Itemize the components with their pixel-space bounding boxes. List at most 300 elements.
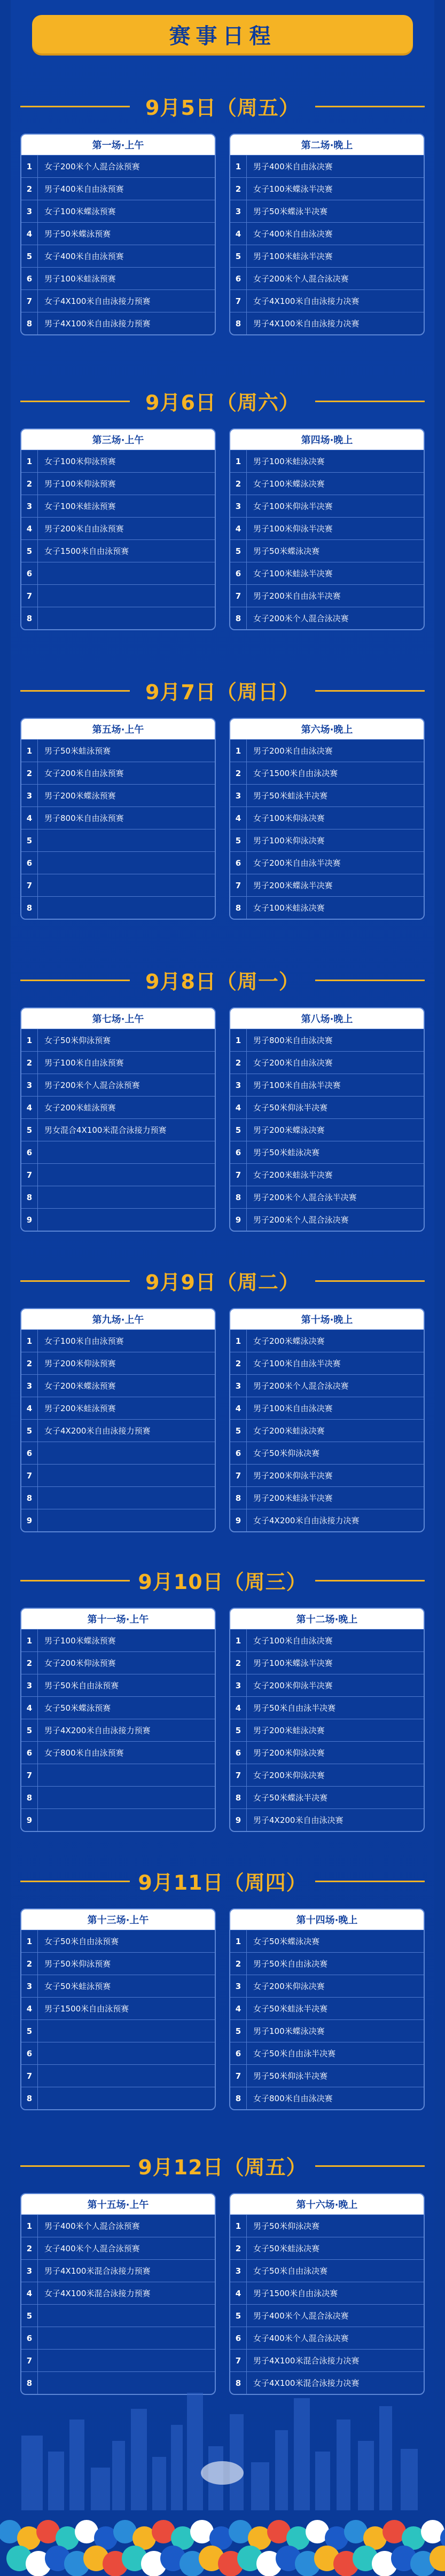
event-name: 男子200米蛙泳半决赛 [253, 1493, 333, 1503]
event-number: 3 [21, 2260, 38, 2282]
skyline-building [401, 2449, 418, 2510]
event-row [21, 807, 215, 829]
event-number: 1 [230, 740, 247, 762]
event-name: 女子50米仰泳半决赛 [253, 1103, 328, 1113]
event-row [21, 607, 215, 629]
event-name: 女子50米自由泳决赛 [253, 2266, 328, 2276]
event-number: 2 [230, 1352, 247, 1374]
evening-session-card [229, 428, 425, 630]
event-row [21, 267, 215, 289]
event-row [230, 1696, 424, 1719]
event-name: 男子200米自由泳决赛 [253, 746, 333, 756]
event-name: 女子4X200米自由泳接力预赛 [44, 1426, 151, 1436]
session-cards [20, 1308, 425, 1532]
footer-skyline-decoration [0, 2339, 445, 2576]
event-name: 女子100米自由泳预赛 [44, 1336, 124, 1346]
event-row [21, 851, 215, 874]
event-name: 男子200米仰泳决赛 [253, 1748, 325, 1758]
event-number: 7 [230, 290, 247, 312]
event-row [230, 1764, 424, 1786]
event-name: 男子1500米自由泳决赛 [253, 2289, 338, 2298]
event-number: 8 [230, 312, 247, 334]
event-row [21, 874, 215, 896]
event-row [21, 155, 215, 177]
event-row [21, 1208, 215, 1231]
evening-session-card [229, 1908, 425, 2110]
event-number: 5 [21, 2020, 38, 2042]
event-number: 7 [21, 1164, 38, 1186]
event-row [21, 1719, 215, 1741]
event-name: 女子50米自由泳半决赛 [253, 2049, 336, 2058]
event-row [230, 896, 424, 919]
event-number: 6 [230, 2042, 247, 2064]
event-row [21, 1051, 215, 1074]
event-row [21, 2214, 215, 2237]
day-header [20, 1559, 425, 1601]
event-row [230, 1397, 424, 1419]
event-number: 2 [21, 1953, 38, 1975]
event-number: 8 [230, 897, 247, 919]
event-row [230, 1509, 424, 1531]
event-number: 4 [21, 223, 38, 245]
day-header [20, 958, 425, 1001]
day-title: 9月11日（周四） [138, 1870, 307, 1894]
event-number: 1 [21, 1029, 38, 1051]
event-row [230, 1419, 424, 1442]
event-row [230, 2042, 424, 2064]
event-name: 男子200米仰泳半决赛 [253, 1471, 333, 1481]
event-number: 8 [21, 312, 38, 334]
event-row [21, 2282, 215, 2304]
event-number: 6 [21, 1742, 38, 1764]
event-number: 8 [230, 1186, 247, 1208]
event-name: 男子200米个人混合泳决赛 [253, 1215, 349, 1225]
event-name: 男子200米仰泳预赛 [44, 1359, 116, 1368]
event-name: 男子50米仰泳半决赛 [253, 2071, 328, 2081]
session-title: 第三场·上午 [21, 429, 215, 450]
event-number: 3 [21, 785, 38, 807]
event-row [230, 584, 424, 607]
skyline-building [152, 2457, 166, 2510]
event-row [230, 2019, 424, 2042]
skyline-building [131, 2409, 147, 2510]
event-row [21, 1464, 215, 1486]
day-section [20, 84, 425, 335]
event-name: 女子200米仰泳预赛 [44, 1658, 116, 1668]
event-row [21, 584, 215, 607]
event-row [230, 1651, 424, 1674]
event-number: 6 [21, 1442, 38, 1464]
event-name: 女子50米蝶泳决赛 [253, 1937, 320, 1946]
session-title: 第十二场·晚上 [230, 1609, 424, 1629]
event-name: 男子200米蝶泳预赛 [44, 791, 116, 801]
event-row [230, 2064, 424, 2087]
event-name: 女子200米蝶泳预赛 [44, 1381, 116, 1391]
event-number: 3 [21, 495, 38, 517]
event-number: 6 [21, 1141, 38, 1163]
event-number: 7 [21, 2065, 38, 2087]
event-name: 女子50米蝶泳预赛 [44, 1703, 111, 1713]
event-row [21, 1696, 215, 1719]
event-name: 男子200米自由泳半决赛 [253, 591, 341, 601]
day-section [20, 1259, 425, 1532]
event-row [230, 1719, 424, 1741]
event-number: 1 [230, 1630, 247, 1651]
event-name: 女子100米蝶泳预赛 [44, 207, 116, 216]
event-number: 7 [230, 1764, 247, 1786]
event-number: 7 [21, 874, 38, 896]
event-row [21, 1808, 215, 1831]
event-name: 男子200米蛙泳预赛 [44, 1404, 116, 1413]
event-number: 1 [21, 1630, 38, 1651]
event-number: 5 [230, 1420, 247, 1442]
event-number: 5 [230, 2305, 247, 2327]
event-name: 男子400米个人混合泳预赛 [44, 2221, 140, 2231]
event-number: 6 [21, 852, 38, 874]
day-section [20, 669, 425, 920]
event-row [230, 245, 424, 267]
event-number: 1 [21, 1330, 38, 1352]
event-number: 4 [21, 518, 38, 539]
event-name: 男子100米蛙泳决赛 [253, 457, 325, 466]
day-title: 9月7日（周日） [145, 680, 300, 704]
event-number: 7 [21, 290, 38, 312]
event-row [230, 2259, 424, 2282]
day-header [20, 2144, 425, 2187]
event-number: 2 [230, 2237, 247, 2259]
event-number: 5 [21, 245, 38, 267]
event-number: 3 [21, 200, 38, 222]
day-title: 9月9日（周二） [145, 1270, 300, 1294]
event-name: 女子4X100米自由泳接力预赛 [44, 296, 151, 306]
event-number: 2 [230, 1953, 247, 1975]
session-cards [20, 1608, 425, 1832]
event-name: 女子800米自由泳预赛 [44, 1748, 124, 1758]
morning-session-card [20, 1608, 216, 1832]
event-number: 4 [21, 1697, 38, 1719]
event-row [230, 807, 424, 829]
event-name: 女子400米自由泳预赛 [44, 252, 124, 261]
event-number: 5 [21, 1420, 38, 1442]
event-number: 6 [21, 2042, 38, 2064]
event-row [230, 222, 424, 245]
evening-session-card [229, 1007, 425, 1232]
session-title: 第十六场·晚上 [230, 2194, 424, 2214]
event-row [230, 1786, 424, 1808]
event-name: 女子200米个人混合泳决赛 [253, 274, 349, 284]
event-number: 5 [21, 1719, 38, 1741]
event-number: 2 [230, 178, 247, 200]
event-row [230, 1975, 424, 1997]
event-name: 男子200米蛙泳决赛 [253, 1726, 325, 1735]
evening-session-card [229, 1308, 425, 1532]
event-number: 5 [230, 1719, 247, 1741]
skyline-building [187, 2393, 203, 2510]
event-name: 男子200米蝶泳决赛 [253, 1125, 325, 1135]
event-row [21, 1074, 215, 1096]
event-number: 2 [21, 1052, 38, 1074]
event-number: 4 [21, 1097, 38, 1118]
event-name: 男子200米自由泳预赛 [44, 524, 124, 534]
event-number: 7 [230, 1465, 247, 1486]
event-row [230, 2214, 424, 2237]
event-name: 男子1500米自由泳预赛 [44, 2004, 129, 2014]
event-name: 男子50米蝶泳预赛 [44, 229, 111, 239]
event-number: 7 [21, 1764, 38, 1786]
event-row [21, 1397, 215, 1419]
event-number: 2 [21, 473, 38, 495]
event-number: 4 [230, 1998, 247, 2019]
event-row [230, 177, 424, 200]
event-row [21, 517, 215, 539]
event-name: 女子100米仰泳预赛 [44, 457, 116, 466]
event-row [21, 1186, 215, 1208]
session-cards [20, 1908, 425, 2110]
event-name: 男子100米自由泳决赛 [253, 1404, 333, 1413]
event-name: 女子200米自由泳预赛 [44, 769, 124, 778]
event-row [230, 739, 424, 762]
event-name: 女子100米自由泳半决赛 [253, 1359, 341, 1368]
day-section [20, 1859, 425, 2110]
event-name: 男子100米自由泳预赛 [44, 1058, 124, 1068]
event-row [230, 450, 424, 472]
day-title: 9月10日（周三） [138, 1570, 307, 1594]
skyline-building [91, 2468, 110, 2510]
event-row [230, 607, 424, 629]
event-row [230, 2237, 424, 2259]
day-title: 9月6日（周六） [145, 390, 300, 414]
event-row [21, 1629, 215, 1651]
event-number: 3 [21, 1375, 38, 1397]
event-number: 2 [21, 1652, 38, 1674]
event-name: 女子200米蛙泳决赛 [253, 1426, 325, 1436]
event-number: 4 [21, 1397, 38, 1419]
event-name: 男子50米蛙泳决赛 [253, 1148, 320, 1157]
event-row [230, 267, 424, 289]
event-number: 2 [230, 762, 247, 784]
session-title: 第八场·晚上 [230, 1008, 424, 1029]
event-number: 1 [230, 450, 247, 472]
event-name: 女子100米仰泳半决赛 [253, 502, 333, 511]
event-number: 1 [230, 1930, 247, 1952]
event-name: 男子50米仰泳预赛 [44, 1959, 111, 1969]
event-number: 3 [230, 2260, 247, 2282]
event-number: 9 [230, 1509, 247, 1531]
event-number: 1 [21, 450, 38, 472]
event-name: 女子4X100米混合泳接力预赛 [44, 2289, 151, 2298]
event-name: 男子400米自由泳预赛 [44, 184, 124, 194]
event-row [21, 562, 215, 584]
skyline-building [358, 2441, 374, 2510]
event-row [21, 762, 215, 784]
event-row [21, 1163, 215, 1186]
event-number: 6 [21, 2327, 38, 2349]
skyline-building [112, 2441, 125, 2510]
event-name: 男子4X200米自由泳决赛 [253, 1815, 343, 1825]
event-row [21, 1786, 215, 1808]
session-title: 第六场·晚上 [230, 719, 424, 739]
event-name: 男子4X100米混合泳接力预赛 [44, 2266, 151, 2276]
event-row [21, 245, 215, 267]
event-row [21, 1419, 215, 1442]
event-row [230, 155, 424, 177]
event-name: 女子200米仰泳决赛 [253, 1982, 325, 1991]
event-name: 男子800米自由泳预赛 [44, 813, 124, 823]
schedule-banner [32, 15, 413, 53]
skyline-building [171, 2425, 183, 2510]
event-number: 9 [230, 1209, 247, 1231]
event-number: 7 [230, 2350, 247, 2371]
event-row [230, 1208, 424, 1231]
event-name: 男子100米仰泳半决赛 [253, 524, 333, 534]
event-number: 9 [21, 1209, 38, 1231]
event-row [21, 2019, 215, 2042]
event-number: 4 [230, 2282, 247, 2304]
evening-session-card [229, 718, 425, 920]
morning-session-card [20, 1908, 216, 2110]
event-row [21, 1141, 215, 1163]
event-row [230, 495, 424, 517]
event-row [230, 829, 424, 851]
event-number: 2 [21, 2237, 38, 2259]
event-row [21, 539, 215, 562]
skyline-buildings [21, 2393, 418, 2510]
event-number: 4 [230, 518, 247, 539]
event-number: 8 [21, 1186, 38, 1208]
event-name: 女子200米个人混合泳决赛 [253, 614, 349, 623]
event-number: 6 [230, 852, 247, 874]
event-name: 女子200米蝶泳决赛 [253, 1336, 325, 1346]
event-number: 8 [230, 1487, 247, 1509]
event-row [230, 784, 424, 807]
event-row [21, 1442, 215, 1464]
event-number: 1 [21, 740, 38, 762]
event-name: 男子100米自由泳半决赛 [253, 1080, 341, 1090]
event-name: 女子400米自由泳决赛 [253, 229, 333, 239]
event-name: 男子100米蝶泳半决赛 [253, 1658, 333, 1668]
event-name: 男子50米自由泳半决赛 [253, 1703, 336, 1713]
event-row [230, 1808, 424, 1831]
event-name: 男子50米蝶泳决赛 [253, 546, 320, 556]
event-name: 女子100米蛙泳决赛 [253, 903, 325, 913]
event-row [230, 1163, 424, 1186]
event-number: 4 [21, 2282, 38, 2304]
event-row [21, 2087, 215, 2109]
event-number: 1 [21, 2215, 38, 2237]
session-title: 第七场·上午 [21, 1008, 215, 1029]
event-row [21, 222, 215, 245]
event-number: 2 [230, 1052, 247, 1074]
event-row [230, 2087, 424, 2109]
skyline-building [21, 2436, 43, 2510]
event-name: 女子200米仰泳决赛 [253, 1771, 325, 1780]
event-number: 2 [21, 178, 38, 200]
skyline-building [294, 2398, 310, 2510]
event-name: 男子100米蝶泳预赛 [44, 1636, 116, 1646]
event-name: 女子50米蛙泳半决赛 [253, 2004, 328, 2014]
event-number: 8 [230, 1787, 247, 1808]
event-number: 5 [230, 2020, 247, 2042]
event-name: 女子50米自由泳预赛 [44, 1937, 119, 1946]
event-row [230, 1141, 424, 1163]
event-name: 女子100米自由泳决赛 [253, 1636, 333, 1646]
event-row [230, 472, 424, 495]
event-number: 8 [230, 2087, 247, 2109]
session-title: 第十四场·晚上 [230, 1909, 424, 1930]
event-number: 1 [230, 155, 247, 177]
event-row [21, 289, 215, 312]
event-number: 7 [230, 874, 247, 896]
event-number: 8 [230, 2372, 247, 2394]
event-row [230, 1051, 424, 1074]
event-name: 女子1500米自由泳决赛 [253, 769, 338, 778]
event-name: 男子4X200米自由泳接力预赛 [44, 1726, 151, 1735]
event-row [230, 1997, 424, 2019]
event-name: 男子200米个人混合泳决赛 [253, 1381, 349, 1391]
event-number: 6 [230, 2327, 247, 2349]
event-row [230, 1329, 424, 1352]
event-number: 8 [21, 2372, 38, 2394]
skyline-building [379, 2406, 392, 2510]
event-number: 6 [230, 1742, 247, 1764]
event-name: 男子50米蝶泳半决赛 [253, 207, 328, 216]
day-title: 9月5日（周五） [145, 96, 300, 120]
session-title: 第九场·上午 [21, 1309, 215, 1329]
event-number: 1 [230, 2215, 247, 2237]
event-name: 男子100米仰泳决赛 [253, 836, 325, 845]
event-name: 女子200米自由泳决赛 [253, 1058, 333, 1068]
session-title: 第五场·上午 [21, 719, 215, 739]
event-row [230, 874, 424, 896]
event-row [21, 495, 215, 517]
event-name: 女子100米蝶泳半决赛 [253, 184, 333, 194]
event-number: 3 [21, 1975, 38, 1997]
day-header [20, 1259, 425, 1302]
event-number: 4 [21, 807, 38, 829]
page-title: 赛事日程 [169, 24, 276, 49]
day-header [20, 84, 425, 127]
event-name: 男子50米自由泳预赛 [44, 1681, 119, 1690]
event-number: 1 [230, 1029, 247, 1051]
event-number: 8 [230, 607, 247, 629]
session-title: 第二场·晚上 [230, 135, 424, 155]
event-name: 男子100米蛙泳预赛 [44, 274, 116, 284]
event-row [21, 1509, 215, 1531]
session-title: 第一场·上午 [21, 135, 215, 155]
event-row [230, 200, 424, 222]
event-row [21, 1352, 215, 1374]
event-row [21, 784, 215, 807]
session-title: 第十五场·上午 [21, 2194, 215, 2214]
event-number: 4 [230, 1697, 247, 1719]
morning-session-card [20, 428, 216, 630]
skyline-building [251, 2462, 269, 2510]
event-name: 男子4X100米自由泳接力预赛 [44, 319, 151, 328]
event-number: 5 [230, 540, 247, 562]
event-row [230, 851, 424, 874]
event-number: 3 [230, 1375, 247, 1397]
event-row [230, 1118, 424, 1141]
event-number: 3 [230, 1074, 247, 1096]
event-row [230, 289, 424, 312]
event-row [21, 1486, 215, 1509]
event-row [21, 2304, 215, 2327]
skyline-building [230, 2414, 244, 2510]
event-row [21, 1651, 215, 1674]
event-name: 男子100米蝶泳决赛 [253, 2026, 325, 2036]
event-name: 女子100米蝶泳决赛 [253, 479, 325, 489]
event-name: 女子800米自由泳决赛 [253, 2094, 333, 2103]
